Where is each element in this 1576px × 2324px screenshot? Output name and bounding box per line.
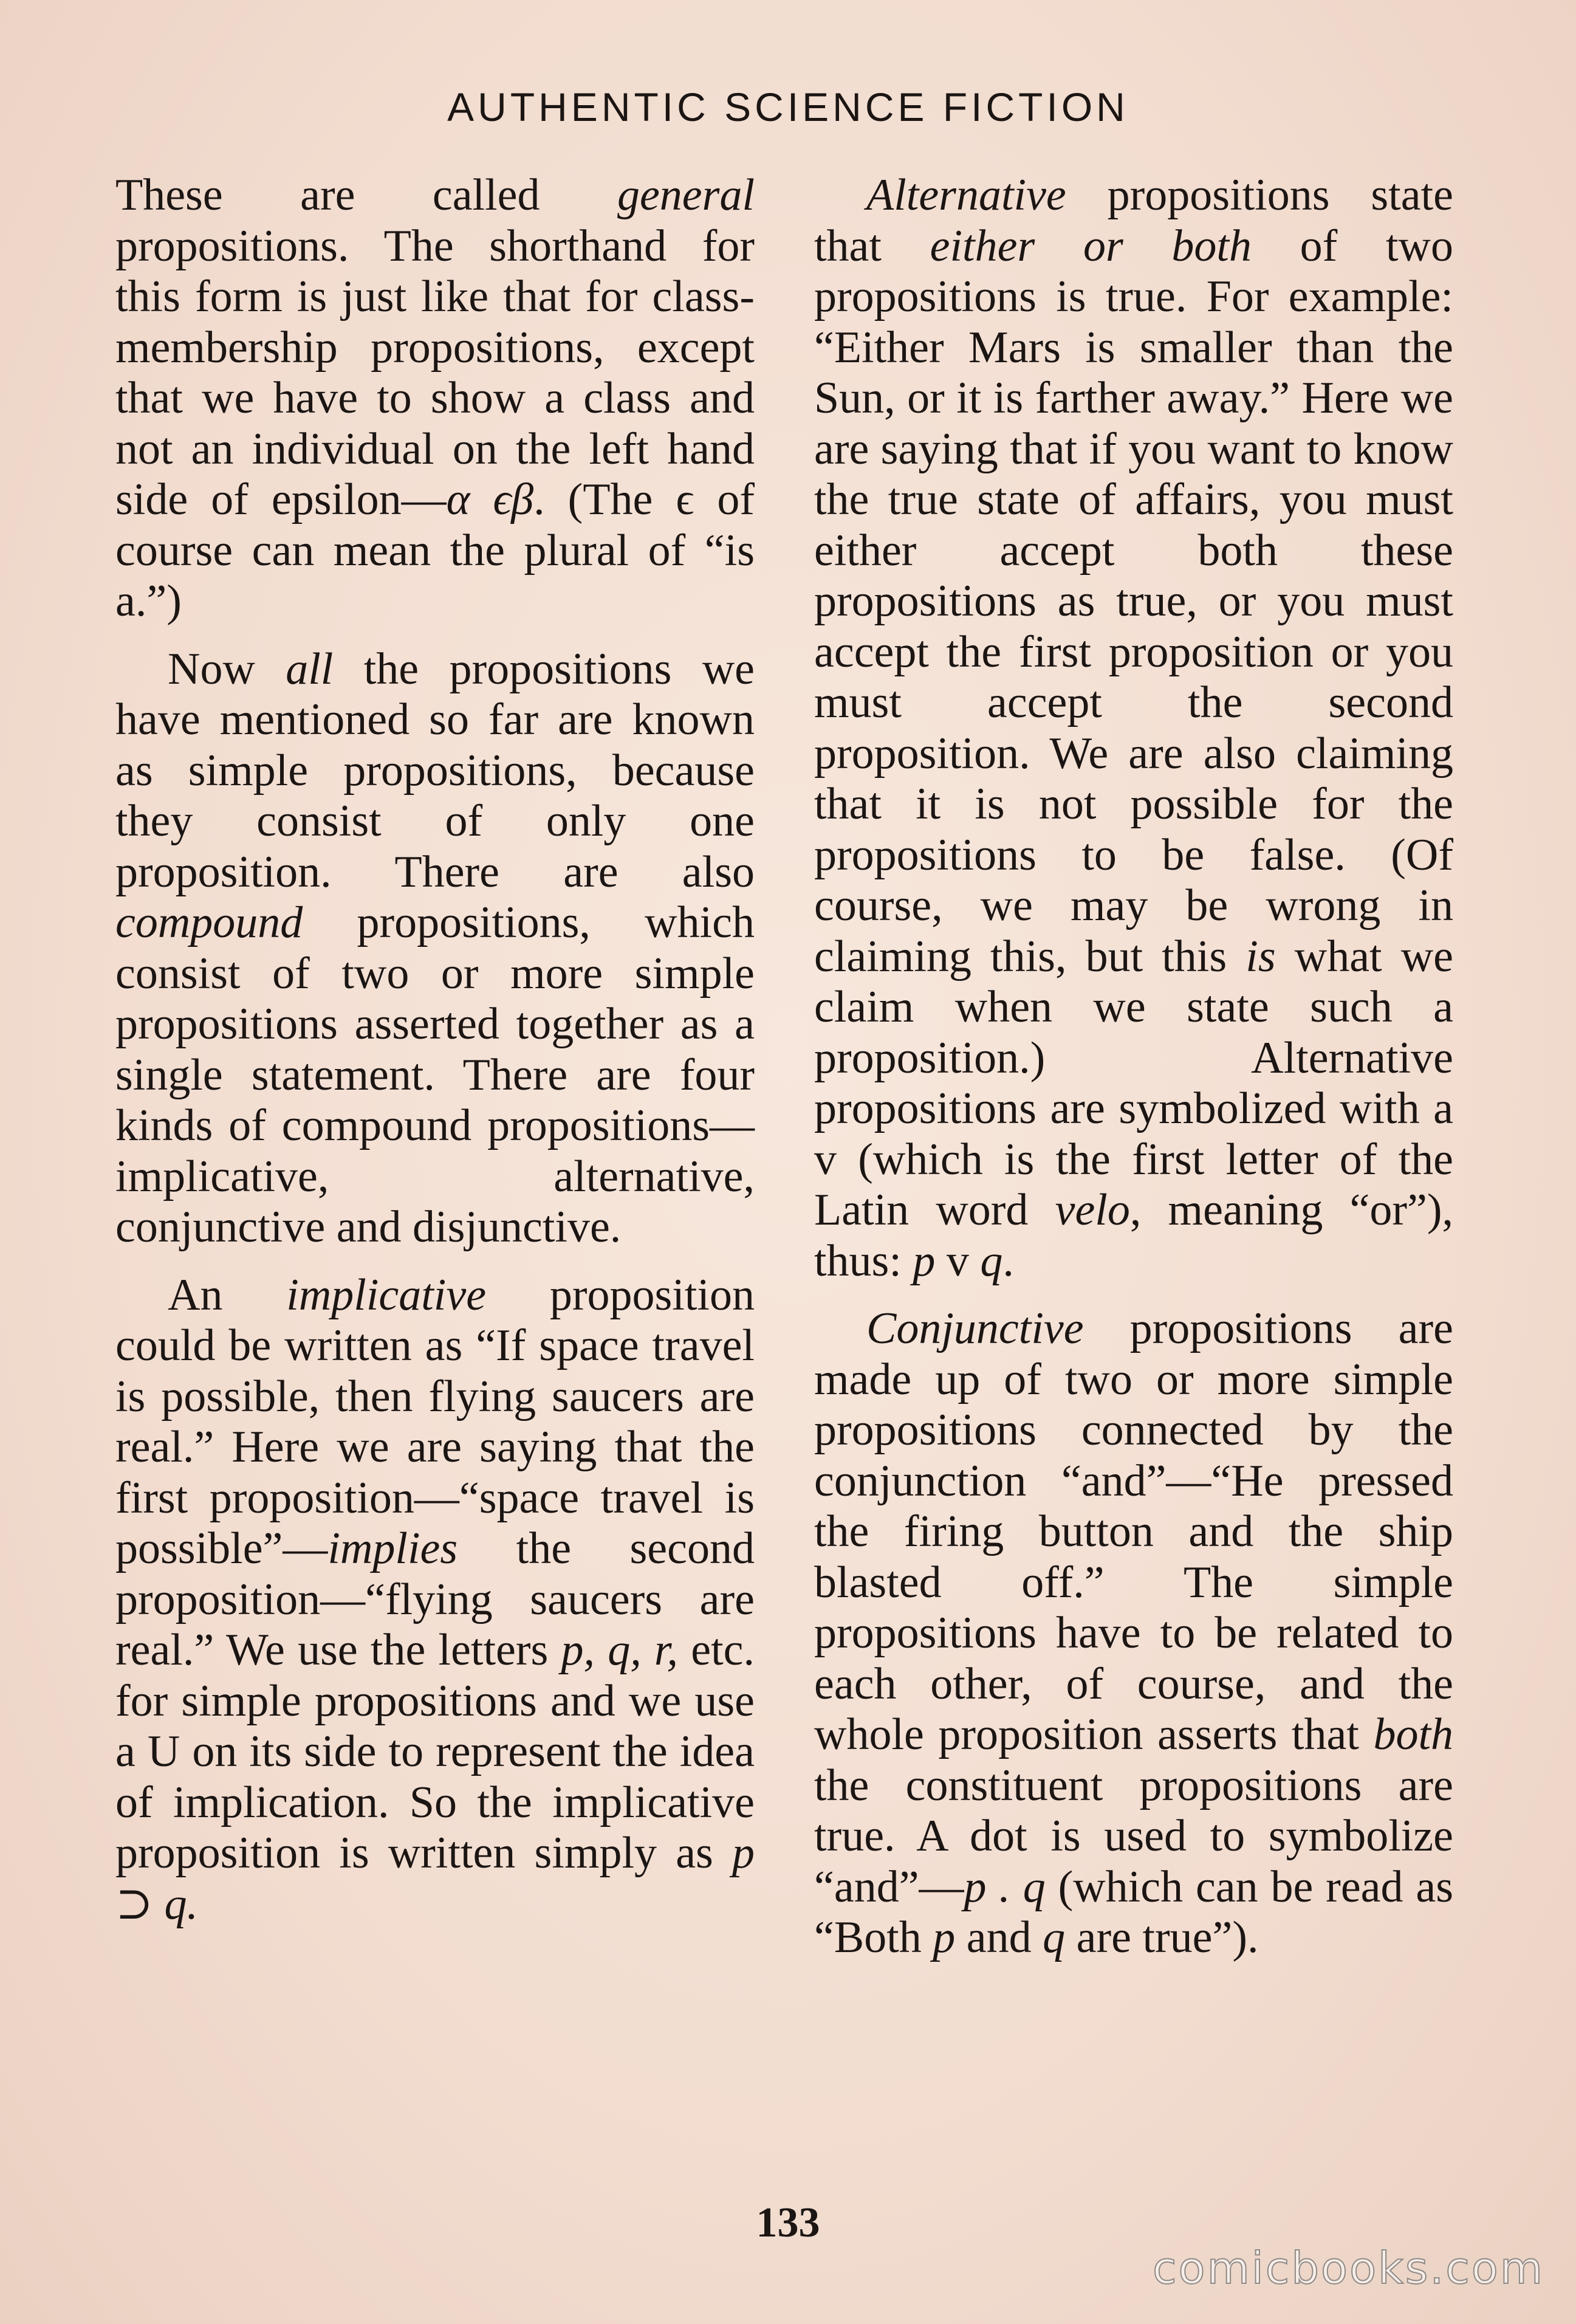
text-run: . (1002, 1236, 1014, 1286)
italic-text: velo (1055, 1185, 1130, 1235)
text-run: the second proposition—“flying saucers are real.” We use the letters (115, 1524, 755, 1675)
italic-text: general (617, 170, 755, 220)
text-run: (which can be read as “Both (814, 1862, 1453, 1962)
italic-text: q (1043, 1913, 1066, 1962)
watermark-logo: comicbooks.com (1152, 2243, 1544, 2294)
page-number: 133 (756, 2199, 820, 2246)
right-column (814, 170, 1453, 1964)
italic-text: Conjunctive (866, 1304, 1084, 1353)
italic-text: p, q, r, (561, 1625, 679, 1675)
text-run: the constituent propositions are true. A dot is used to symbolize “and”— (814, 1760, 1453, 1912)
italic-text: implies (327, 1524, 458, 1573)
text-run: An (168, 1270, 287, 1320)
italic-text: all (286, 644, 334, 694)
italic-text: p . q (964, 1862, 1046, 1912)
text-run: propositions state that (814, 170, 1453, 271)
italic-text: implicative (286, 1270, 487, 1320)
text-run: propositions. The shorthand for this form is just like that for class-membership propositions, except that we have to show a class and not an individual on the left hand side of epsilon— (115, 221, 755, 524)
text-run: propositions are made up of two or more simple propositions connected by the conjunction “and”—“He pressed the firing button and the ship blasted off.” The simple propositions have to be related to each other, of course, and the whole proposition asserts that (814, 1304, 1453, 1759)
text-run: Now (168, 644, 286, 694)
italic-text: Alternative (866, 170, 1066, 220)
italic-text: either or both (930, 221, 1252, 271)
italic-text: p ⊃ q. (115, 1828, 755, 1929)
italic-text: p (913, 1236, 936, 1286)
text-run: , meaning “or”), thus: (814, 1185, 1453, 1286)
italic-text: compound (115, 898, 303, 947)
paragraph (115, 1270, 755, 1930)
text-run: the propositions we have mentioned so far are known as simple propositions, because they consist of only one proposition. There are also (115, 644, 755, 897)
italic-text: q (980, 1236, 1003, 1286)
left-column (115, 170, 755, 1930)
text-run: These are called (115, 170, 617, 220)
paragraph (115, 644, 755, 1253)
italic-text: p (933, 1913, 956, 1962)
running-head: AUTHENTIC SCIENCE FICTION (447, 84, 1129, 129)
paragraph (115, 170, 755, 627)
italic-text: α ϵβ (446, 475, 534, 524)
text-run: of two propositions is true. For example: “Either Mars is smaller than the Sun, or it is farther away.” Here we are saying that if you want to know the true state of affairs, you must either accept both these propositions as true, or you must accept the first proposition or you must accept the second proposition. We are also claiming that it is not possible for the propositions to be false. (Of course, we may be wrong in claiming this, but this (814, 221, 1453, 982)
text-run: are true”). (1065, 1913, 1259, 1962)
text-run: etc. for simple propositions and we use a U on its side to represent the idea of implication. So the implicative proposition is written simply as (115, 1625, 755, 1878)
text-run: . (The ϵ of course can mean the plural of “is a.”) (115, 475, 755, 626)
italic-text: both (1373, 1710, 1453, 1759)
text-run: propositions, which consist of two or more simple propositions asserted together as a single statement. There are four kinds of compound propositions—implicative, alternative, conjunctive and disjunctive. (115, 898, 755, 1252)
text-run: and (955, 1913, 1043, 1962)
paragraph (814, 170, 1453, 1287)
italic-text: is (1245, 931, 1276, 982)
text-run: v (935, 1236, 981, 1286)
text-run: what we claim when we state such a proposition.) Alternative propositions are symbolized with a v (which is the first letter of the Latin word (814, 931, 1453, 1235)
text-run: proposition could be written as “If space travel is possible, then flying saucers are real.” Here we are saying that the first proposition—“space travel is possible”— (115, 1270, 755, 1573)
paragraph (814, 1304, 1453, 1964)
